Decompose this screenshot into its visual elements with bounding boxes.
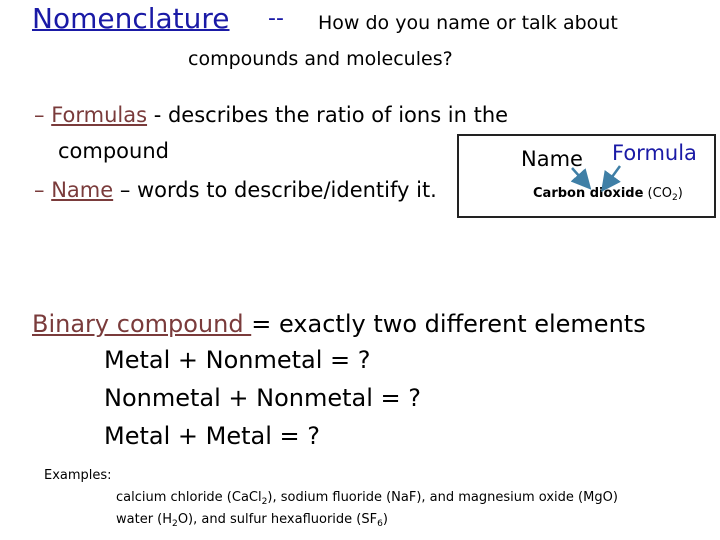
examples-line2-b: O), and sulfur hexafluoride (SF (177, 512, 378, 527)
examples-line2-c: ) (382, 512, 388, 527)
example-formula-close: ) (677, 186, 683, 201)
term-name: Name (51, 178, 114, 202)
page-title: Nomenclature (32, 2, 230, 35)
bullet-formulas-text: - describes the ratio of ions in the (147, 103, 509, 127)
example-compound-name: Carbon dioxide (533, 186, 644, 201)
title-subtitle-line1: How do you name or talk about (318, 12, 618, 34)
question-nonmetal-nonmetal: Nonmetal + Nonmetal = ? (104, 384, 422, 412)
formula-label: Formula (612, 141, 697, 165)
bullet-dash: – (34, 103, 45, 127)
examples-heading: Examples: (44, 468, 112, 483)
examples-line1-a: calcium chloride (CaCl (116, 490, 262, 505)
examples-line1-sub: 2 (261, 497, 268, 508)
term-formulas: Formulas (51, 103, 148, 127)
arrow-formula-to-compound-icon (604, 166, 620, 188)
examples-line2-sub2: 6 (377, 519, 383, 530)
example-formula-open: (CO (647, 186, 672, 201)
bullet-dash: – (34, 178, 45, 202)
examples-line2-sub1: 2 (172, 519, 178, 530)
bullet-name-text: – words to describe/identify it. (113, 178, 437, 202)
question-metal-metal: Metal + Metal = ? (104, 422, 320, 450)
title-dashes: -- (268, 6, 284, 31)
arrow-name-to-compound-icon (572, 168, 588, 186)
question-metal-nonmetal: Metal + Nonmetal = ? (104, 346, 371, 374)
name-label: Name (521, 147, 583, 171)
examples-line1-b: ), sodium fluoride (NaF), and magnesium oxide (MgO) (267, 490, 618, 505)
examples-line2-a: water (H (116, 512, 173, 527)
examples-line1 (116, 490, 618, 508)
example-formula-sub: 2 (671, 193, 678, 204)
binary-compound-definition (32, 310, 646, 338)
term-binary-compound: Binary compound (32, 310, 252, 338)
binary-definition-text: = exactly two different elements (251, 310, 646, 338)
bullet-formulas-continuation: compound (58, 139, 169, 163)
title-subtitle-line2: compounds and molecules? (188, 48, 453, 70)
examples-line2 (116, 512, 388, 530)
